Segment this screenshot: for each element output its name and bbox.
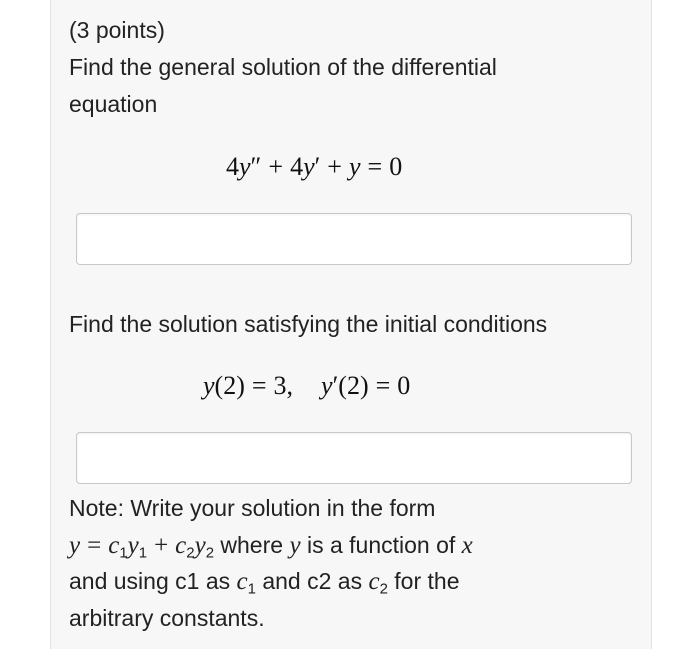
prompt-line-1: Find the general solution of the differential [69,54,497,80]
prompt-line-2: equation [69,91,158,117]
note-line-1: Note: Write your solution in the form [69,495,436,521]
initial-conditions-prompt: Find the solution satisfying the initial conditions [69,311,548,337]
initial-conditions: y(2) = 3, y′(2) = 0 [203,371,411,400]
differential-equation: 4y″ + 4y′ + y = 0 [226,152,403,181]
general-solution-input[interactable] [76,213,632,265]
note-line-2: $y = c_1y_1 + c_2y_2$ where y is a function of x [69,532,473,562]
points-label: (3 points) [69,17,165,43]
particular-solution-input[interactable] [76,432,632,484]
note-line-3: and using c1 as $c_1$ and c2 as $c_2$ for the [69,568,460,598]
note-line-4: arbitrary constants. [69,605,265,631]
